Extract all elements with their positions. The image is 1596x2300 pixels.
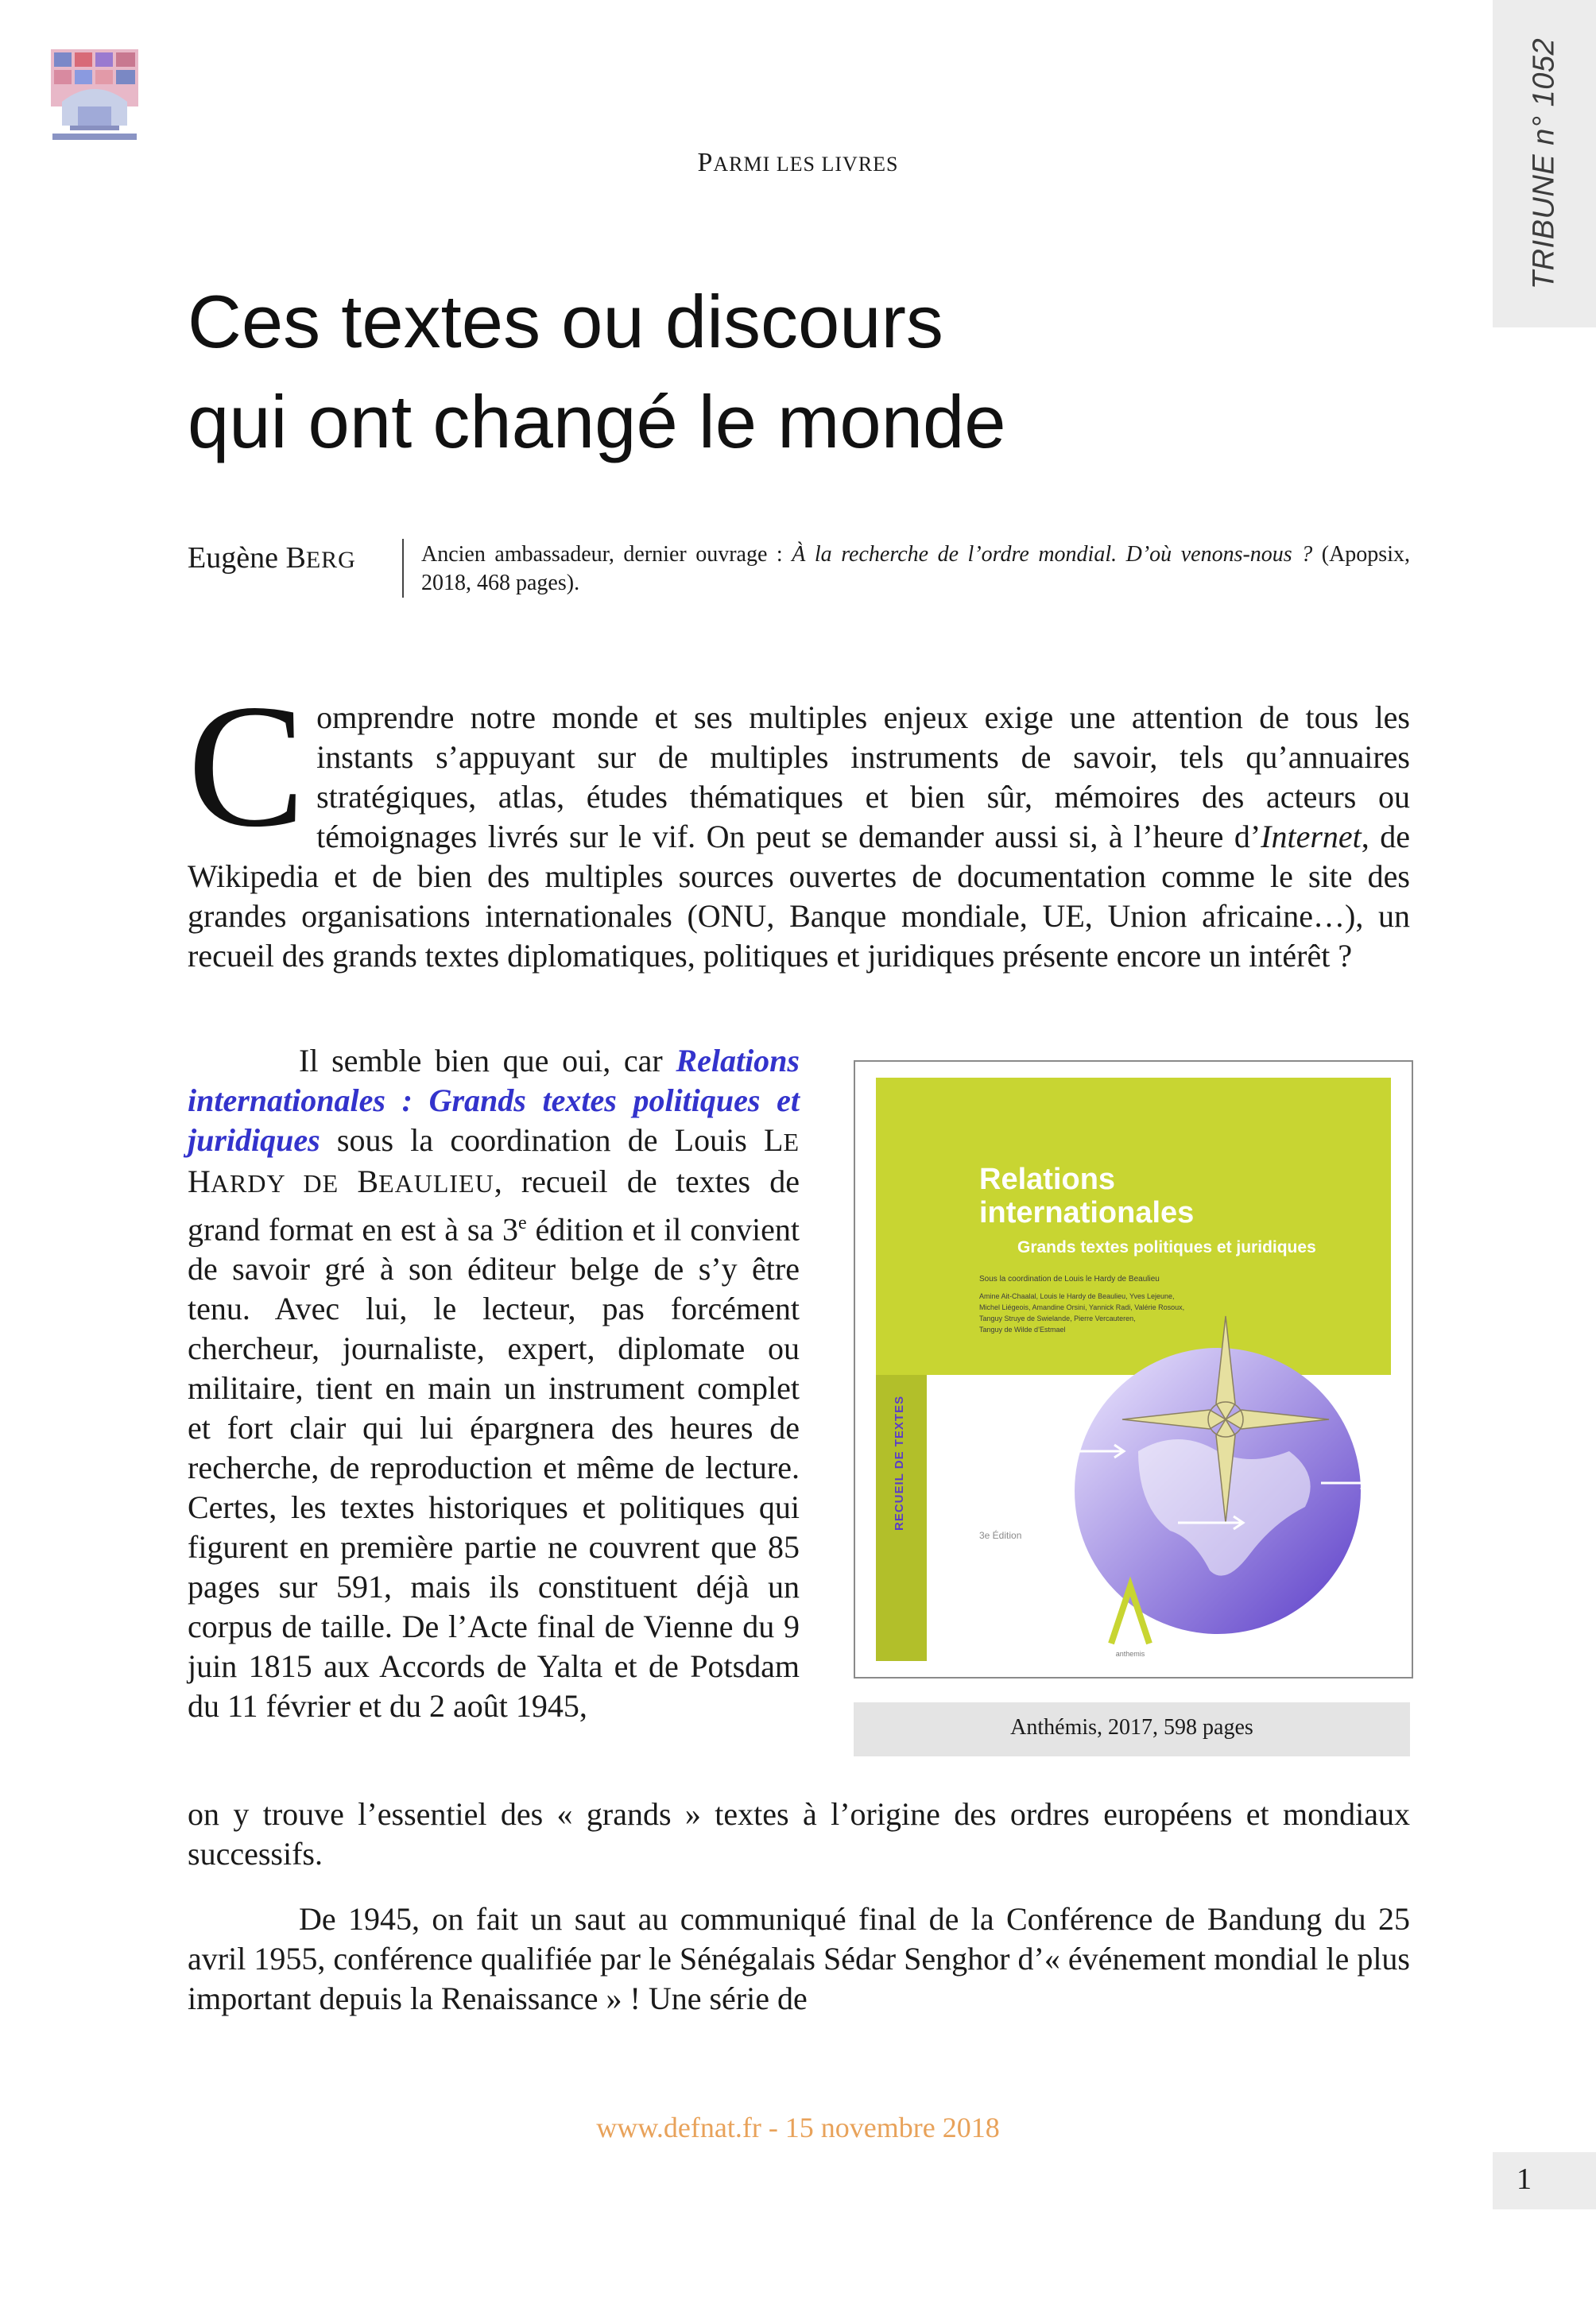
- title-line-1: Ces textes ou discours: [188, 280, 943, 363]
- rubric-initial: P: [697, 148, 714, 177]
- cover-coordination: Sous la coordination de Louis le Hardy de Beaulieu: [979, 1275, 1160, 1284]
- bio-suffix: (Apopsix, 2018, 468 pages).: [421, 542, 1410, 595]
- rubric-rest: ARMI LES LIVRES: [713, 153, 899, 176]
- drop-cap: C: [188, 668, 306, 864]
- p2-superscript: e: [518, 1213, 527, 1233]
- cover-subtitle: Grands textes politiques et juridiques: [1017, 1238, 1316, 1256]
- section-rubric: [0, 148, 1596, 178]
- paragraph-bandung: De 1945, on fait un saut au communiqué final de la Conférence de Bandung du 25 avril 1955, conférence qualifiée par le Sénégalais Sédar Senghor d’« événement mondial le plus important depuis la Renaissance » ! Une série de: [188, 1901, 1410, 2016]
- cover-edition: 3e Édition: [979, 1530, 1022, 1541]
- paragraph-intro: [188, 668, 1410, 976]
- book-title-link[interactable]: Relations internationales : Grands textes politiques et juridiques: [188, 1043, 800, 1158]
- page-number: 1: [1517, 2163, 1532, 2196]
- author-last-initial: B: [285, 541, 306, 575]
- p1-text-b: , de Wikipedia et de bien des multiples sources ouvertes de documentation comme le site des grandes organisations internationales (ONU, Banque mondiale, UE, Union africaine…), un recueil des grands textes diplomatiques, politiques et juridiques présente encore un intérêt ?: [188, 819, 1410, 974]
- p2-sc-b-rest: EAULIEU: [378, 1169, 494, 1198]
- author-bio: [421, 540, 1410, 598]
- defnat-logo: [46, 46, 143, 143]
- cover-title-line-1: Relations: [979, 1163, 1116, 1196]
- cover-authors-3: Tanguy Struye de Swielande, Pierre Vercauteren,: [979, 1315, 1136, 1322]
- paragraph-book-continued: on y trouve l’essentiel des « grands » textes à l’origine des ordres européens et mondiaux successifs.: [188, 1796, 1410, 1872]
- title-line-2: qui ont changé le monde: [188, 380, 1006, 463]
- p2-text-b: sous la coordination de Louis: [320, 1122, 765, 1158]
- p1-italic: Internet: [1261, 819, 1362, 854]
- author-divider: [402, 539, 404, 598]
- cover-authors-2: Michel Liégeois, Amandine Orsini, Yannick Radi, Valérie Rosoux,: [979, 1303, 1185, 1311]
- p2-sc-b: B: [357, 1164, 379, 1199]
- author-name: [188, 540, 356, 575]
- p2-text-a: Il semble bien que oui, car: [299, 1043, 676, 1078]
- cover-authors-1: Amine Ait-Chaalal, Louis le Hardy de Beaulieu, Yves Lejeune,: [979, 1292, 1175, 1300]
- cover-authors-4: Tanguy de Wilde d’Estmael: [979, 1326, 1066, 1334]
- p2-sc-l: L: [764, 1122, 784, 1158]
- book-cover-image: [876, 1078, 1391, 1661]
- cover-title-line-2: internationales: [979, 1196, 1195, 1229]
- paragraph-book: [188, 1041, 800, 1726]
- p2-sc-l-rest: E: [783, 1128, 800, 1156]
- cover-spine: RECUEIL DE TEXTES: [893, 1395, 906, 1531]
- tribune-number: TRIBUNE n° 1052: [1527, 37, 1561, 290]
- p1-text-a: omprendre notre monde et ses multiples enjeux exige une attention de tous les instants s’appuyant sur de multiples instruments de savoir, tels qu’annuaires stratégiques, atlas, études thématiques et bien sûr, mémoires des acteurs ou témoignages livrés sur le vif. On peut se demander aussi si, à l’heure d’: [316, 699, 1410, 854]
- p2-text-c: , recueil de textes de grand format en est à sa 3: [188, 1164, 800, 1248]
- footer-site-date[interactable]: www.defnat.fr - 15 novembre 2018: [596, 2112, 1000, 2143]
- article-title: [188, 272, 1380, 472]
- p2-sc-h-rest: ARDY DE: [210, 1169, 358, 1198]
- author-last-rest: ERG: [305, 547, 356, 573]
- book-cover-frame: [854, 1060, 1413, 1679]
- p2-text-d: édition et il convient de savoir gré à son éditeur belge de s’y être tenu. Avec lui, le lecteur, pas forcément chercheur, journaliste, expert, diplomate ou militaire, tient en main un instrument complet et fort clair qui lui épargnera des heures de recherche, de reproduction et même de lecture. Certes, les textes historiques et politiques qui figurent en première partie ne couvrent que 85 pages sur 591, mais ils constituent déjà un corpus de taille. De l’Acte final de Vienne du 9 juin 1815 aux Accords de Yalta et de Potsdam du 11 février et du 2 août 1945,: [188, 1211, 800, 1725]
- bio-prefix: Ancien ambassadeur, dernier ouvrage :: [421, 542, 792, 567]
- bio-book-title: À la recherche de l’ordre mondial. D’où venons-nous ?: [792, 542, 1313, 567]
- p2-sc-h: H: [188, 1164, 211, 1199]
- page-number-tab: [1493, 2152, 1596, 2209]
- cover-publisher: anthemis: [1115, 1650, 1145, 1658]
- author-first: Eugène: [188, 541, 286, 575]
- book-caption: Anthémis, 2017, 598 pages: [1010, 1715, 1253, 1740]
